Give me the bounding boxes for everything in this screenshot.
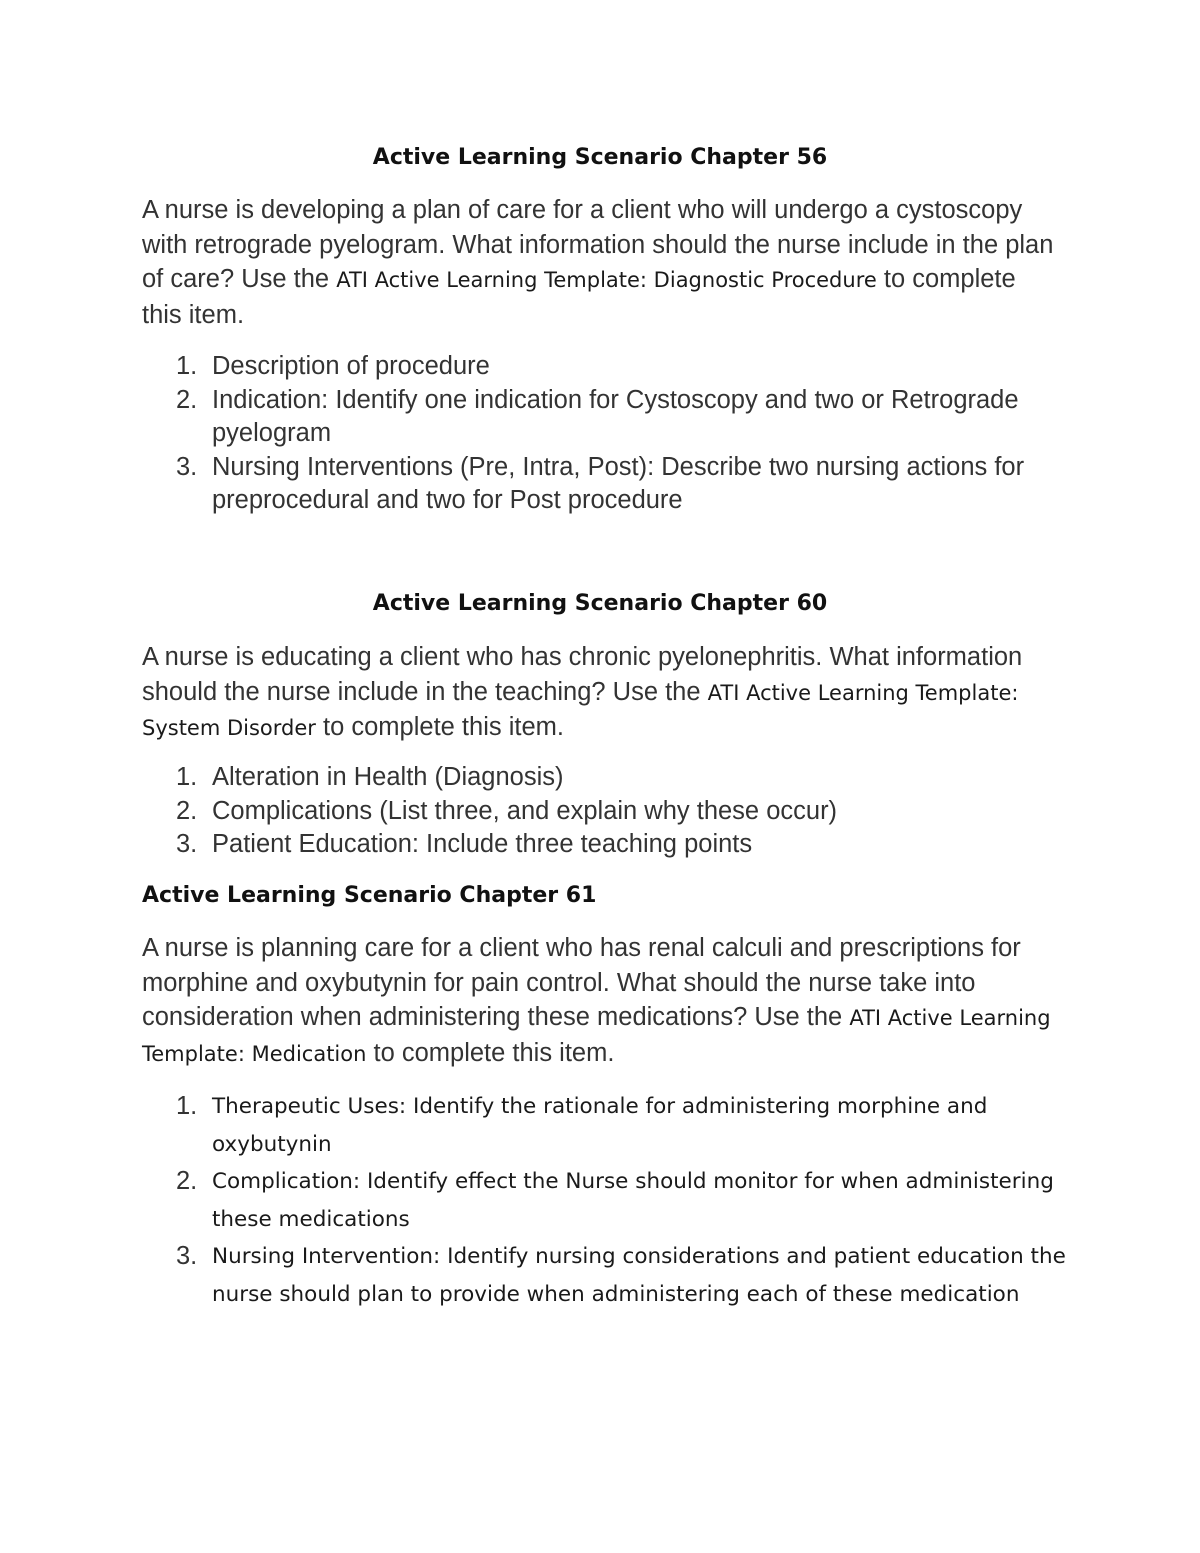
list-text: Nursing Intervention: Identify nursing considerations and patient education the nurse should plan to provide when administering each of these medication bbox=[212, 1244, 1066, 1307]
scenario-prompt-ch61 bbox=[142, 931, 1062, 1071]
section-heading-ch56: Active Learning Scenario Chapter 56 bbox=[372, 145, 828, 170]
template-reference: ATI Active Learning Template: System Disorder bbox=[142, 680, 1019, 740]
list-item bbox=[142, 451, 1082, 518]
list-number: 1. bbox=[176, 763, 198, 791]
list-item bbox=[142, 795, 1082, 829]
prompt-tail: to complete this item. bbox=[142, 265, 1016, 329]
list-number: 3. bbox=[176, 830, 198, 858]
section-heading-ch60: Active Learning Scenario Chapter 60 bbox=[372, 591, 828, 616]
list-number: 1. bbox=[176, 352, 198, 380]
list-text: Complications (List three, and explain why these occur) bbox=[212, 796, 838, 825]
list-text: Description of procedure bbox=[212, 352, 490, 380]
list-text: Therapeutic Uses: Identify the rationale for administering morphine and oxybutynin bbox=[212, 1094, 988, 1157]
list-text: Patient Education: Include three teaching points bbox=[212, 830, 753, 858]
list-item bbox=[142, 1163, 1082, 1238]
prompt-text: A nurse is educating a client who has chronic pyelonephritis. What information should the nurse include in the teaching? Use the bbox=[142, 643, 1023, 706]
list-number: 2. bbox=[176, 796, 198, 825]
prompt-text: A nurse is developing a plan of care for a client who will undergo a cystoscopy with retrograde pyelogram. What information should the nurse include in the plan of care? Use the bbox=[142, 196, 1054, 293]
list-item bbox=[142, 761, 1082, 795]
list-number: 2. bbox=[176, 385, 198, 414]
template-reference: ATI Active Learning Template: Medication bbox=[142, 1006, 1051, 1066]
list-text: Complication: Identify effect the Nurse should monitor for when administering these medications bbox=[212, 1169, 1054, 1232]
requirements-list-ch61 bbox=[142, 1088, 1082, 1313]
prompt-tail: to complete this item. bbox=[315, 713, 564, 741]
list-item bbox=[142, 384, 1082, 451]
prompt-tail: to complete this item. bbox=[366, 1038, 615, 1067]
scenario-prompt-ch56 bbox=[142, 193, 1062, 332]
prompt-text: A nurse is planning care for a client who has renal calculi and prescriptions for morphine and oxybutynin for pain control. What should the nurse take into consideration when administering these medications? Use the bbox=[142, 934, 1021, 1031]
list-item bbox=[142, 350, 1082, 384]
section-heading-ch61: Active Learning Scenario Chapter 61 bbox=[142, 883, 597, 908]
template-reference: ATI Active Learning Template: Diagnostic Procedure bbox=[336, 268, 877, 292]
list-number: 3. bbox=[176, 1242, 198, 1270]
list-item bbox=[142, 1238, 1082, 1313]
list-item bbox=[142, 1088, 1082, 1163]
list-number: 3. bbox=[176, 452, 198, 481]
list-number: 1. bbox=[176, 1092, 198, 1120]
requirements-list-ch60 bbox=[142, 761, 1082, 862]
list-text: Nursing Interventions (Pre, Intra, Post): Describe two nursing actions for preprocedural and two for Post procedure bbox=[212, 452, 1025, 514]
list-item bbox=[142, 828, 1082, 862]
list-text: Alteration in Health (Diagnosis) bbox=[212, 763, 564, 791]
list-number: 2. bbox=[176, 1167, 198, 1195]
scenario-prompt-ch60 bbox=[142, 640, 1062, 746]
requirements-list-ch56 bbox=[142, 350, 1082, 518]
list-text: Indication: Identify one indication for Cystoscopy and two or Retrograde pyelogram bbox=[212, 385, 1019, 447]
